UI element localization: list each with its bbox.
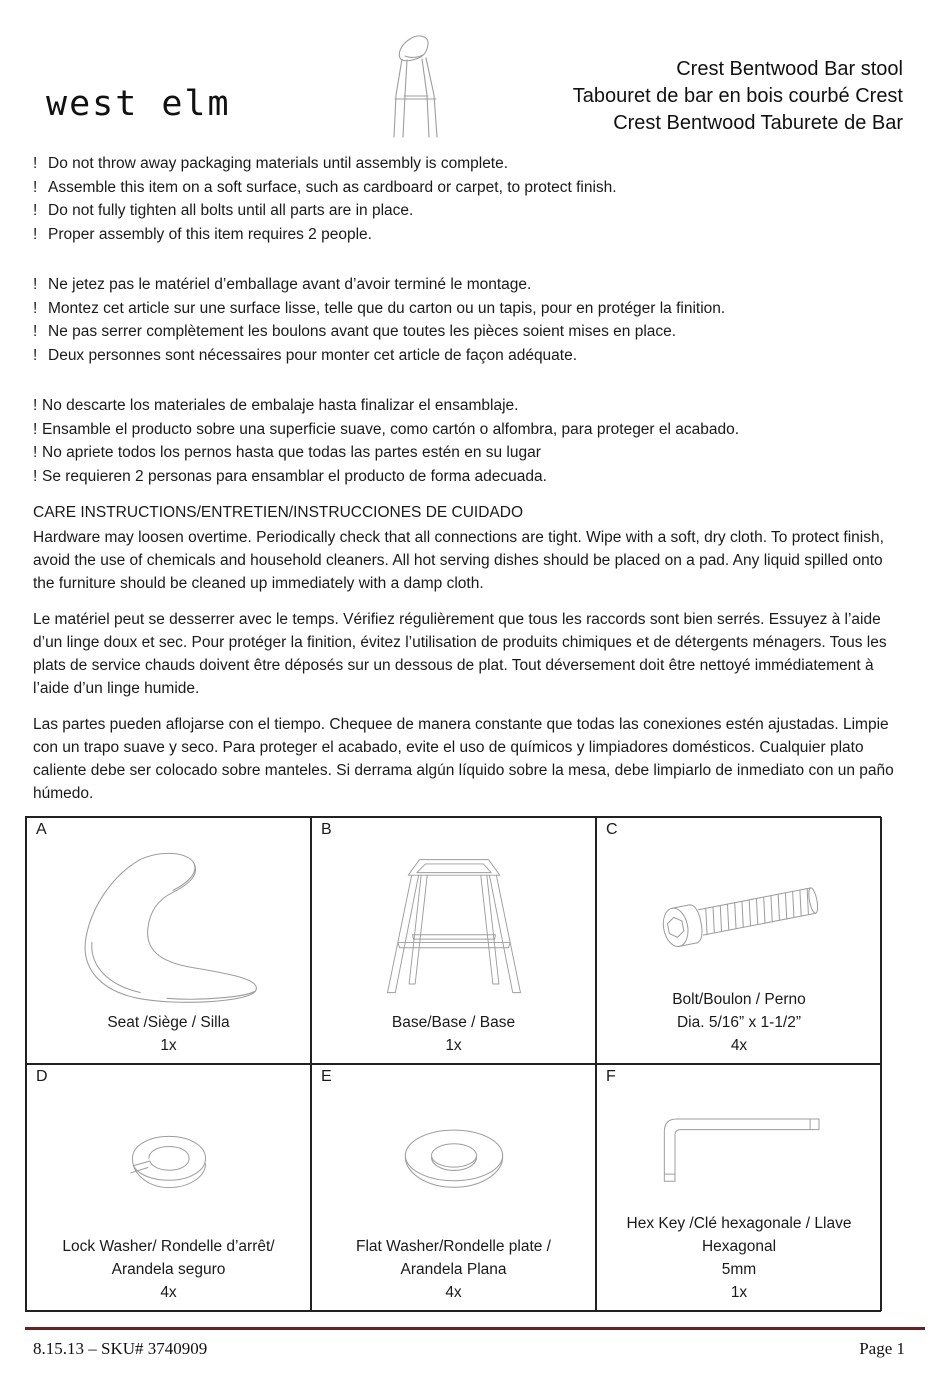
care-instructions-heading: CARE INSTRUCTIONS/ENTRETIEN/INSTRUCCIONES DE CUIDADO	[33, 504, 524, 521]
warning-text: Ne jetez pas le matériel d’emballage avant d’avoir terminé le montage.	[48, 276, 532, 293]
warning-item	[33, 465, 903, 489]
warning-item	[33, 320, 903, 344]
part-label-2: Arandela Plana	[400, 1261, 507, 1278]
care-paragraph-french: Le matériel peut se desserrer avec le temps. Vérifiez régulièrement que tous les raccords sont bien serrés. Essuyez à l’aide d’un linge doux et sec. Pour protéger la finition, évitez l’utilisation de produits chimiques et de détergents ménagers. Tous les plats de service chauds doivent être déposés sur un dessous de plat. Tout déversement doit être nettoyé immédiatement à l’aide d’un linge humide.	[33, 611, 887, 697]
west-elm-logo: west elm	[46, 84, 231, 124]
bolt-sketch	[603, 842, 875, 988]
page-footer	[25, 1327, 925, 1359]
warning-text: Do not fully tighten all bolts until all parts are in place.	[48, 202, 414, 219]
warning-item	[33, 273, 903, 297]
warning-item	[33, 223, 903, 247]
warning-text: Proper assembly of this item requires 2 people.	[48, 225, 372, 243]
warning-item	[33, 344, 903, 368]
part-letter: E	[321, 1068, 332, 1085]
warnings-french	[33, 273, 903, 367]
part-label: Seat /Siège / Silla	[107, 1014, 230, 1031]
part-cell-e	[311, 1064, 596, 1311]
warning-text: Do not throw away packaging materials until assembly is complete.	[48, 155, 509, 172]
bar-stool-icon	[385, 32, 447, 148]
part-letter: A	[36, 821, 47, 838]
exclamation-mark: !	[33, 444, 38, 461]
lock-washer-sketch	[33, 1089, 304, 1235]
product-title-en: Crest Bentwood Bar stool	[676, 58, 903, 80]
warning-item	[33, 152, 903, 176]
warning-text: Ne pas serrer complètement les boulons avant que toutes les pièces soient mises en place.	[48, 323, 677, 340]
warnings-spanish	[33, 394, 903, 488]
part-cell-b	[311, 817, 596, 1064]
exclamation-mark: !	[33, 225, 38, 243]
part-quantity: 1x	[730, 1284, 748, 1301]
exclamation-mark: !	[33, 397, 38, 414]
exclamation-mark: !	[33, 155, 38, 172]
warning-text: Assemble this item on a soft surface, such as cardboard or carpet, to protect finish.	[48, 178, 617, 196]
exclamation-mark: !	[33, 420, 38, 438]
exclamation-mark: !	[33, 467, 38, 485]
exclamation-mark: !	[33, 178, 38, 196]
warning-item	[33, 297, 903, 321]
seat-sketch	[33, 842, 304, 1011]
part-label: Base/Base / Base	[391, 1014, 516, 1031]
warning-text: No apriete todos los pernos hasta que todas las partes estén en su lugar	[42, 444, 541, 461]
product-title-fr: Tabouret de bar en bois courbé Crest	[572, 85, 903, 107]
part-label: Lock Washer/ Rondelle d’arrêt/	[62, 1238, 275, 1255]
part-cell-d	[26, 1064, 311, 1311]
care-paragraph-spanish: Las partes pueden aflojarse con el tiempo. Chequee de manera constante que todas las conexiones estén ajustadas. Limpie con un trapo suave y seco. Para proteger el acabado, evite el uso de químicos y limpiadores domésticos. Cualquier plato caliente debe ser colocado sobre manteles. Si derrama algún líquido sobre la mesa, debe limpiarlo de inmediato con un paño húmedo.	[33, 716, 894, 802]
warning-text: No descarte los materiales de embalaje hasta finalizar el ensamblaje.	[42, 397, 519, 414]
part-quantity: 4x	[730, 1037, 748, 1054]
warnings-english	[33, 152, 903, 246]
flat-washer-sketch	[318, 1089, 589, 1235]
part-label-2: Arandela seguro	[111, 1261, 226, 1278]
exclamation-mark: !	[33, 276, 38, 293]
warning-text: Deux personnes sont nécessaires pour monter cet article de façon adéquate.	[48, 346, 578, 364]
part-quantity: 1x	[160, 1037, 177, 1054]
part-cell-f	[596, 1064, 882, 1311]
part-letter: F	[606, 1068, 616, 1085]
hex-key-sketch	[603, 1089, 875, 1212]
part-quantity: 4x	[160, 1284, 177, 1301]
exclamation-mark: !	[33, 346, 38, 364]
exclamation-mark: !	[33, 202, 38, 219]
part-letter: B	[321, 821, 332, 838]
part-label: Hex Key /Clé hexagonale / Llave	[626, 1215, 852, 1232]
warning-text: Ensamble el producto sobre una superficie suave, como cartón o alfombra, para proteger el acabado.	[42, 420, 740, 438]
part-cell-a	[26, 817, 311, 1064]
warning-item	[33, 441, 903, 465]
warning-item	[33, 394, 903, 418]
part-label-2: Hexagonal	[701, 1238, 777, 1255]
part-label: Flat Washer/Rondelle plate /	[356, 1238, 551, 1255]
part-cell-c	[596, 817, 882, 1064]
part-letter: D	[36, 1068, 48, 1085]
warning-item	[33, 176, 903, 200]
parts-table	[25, 816, 881, 1312]
part-quantity: 4x	[445, 1284, 462, 1301]
exclamation-mark: !	[33, 323, 38, 340]
part-quantity: 1x	[445, 1037, 462, 1054]
warning-item	[33, 199, 903, 223]
warning-text: Montez cet article sur une surface lisse, telle que du carton ou un tapis, pour en protéger la finition.	[48, 299, 726, 317]
part-letter: C	[606, 821, 618, 838]
care-paragraph-english: Hardware may loosen overtime. Periodically check that all connections are tight. Wipe with a soft, dry cloth. To protect finish, avoid the use of chemicals and household cleaners. All hot serving dishes should be placed on a pad. Any liquid spilled onto the furniture should be cleaned up immediately with a damp cloth.	[33, 529, 884, 592]
product-title-es: Crest Bentwood Taburete de Bar	[613, 112, 903, 134]
warning-item	[33, 418, 903, 442]
footer-page-number: Page 1	[859, 1339, 905, 1358]
part-size: Dia. 5/16” x 1-1/2”	[676, 1014, 802, 1031]
part-label: Bolt/Boulon / Perno	[672, 991, 806, 1008]
footer-date-sku: 8.15.13 – SKU# 3740909	[33, 1339, 208, 1358]
product-title-block	[573, 56, 903, 137]
base-sketch	[318, 842, 589, 1011]
part-size: 5mm	[721, 1261, 757, 1278]
page-header	[33, 0, 903, 152]
warning-text: Se requieren 2 personas para ensamblar el producto de forma adecuada.	[42, 467, 547, 485]
exclamation-mark: !	[33, 299, 38, 317]
